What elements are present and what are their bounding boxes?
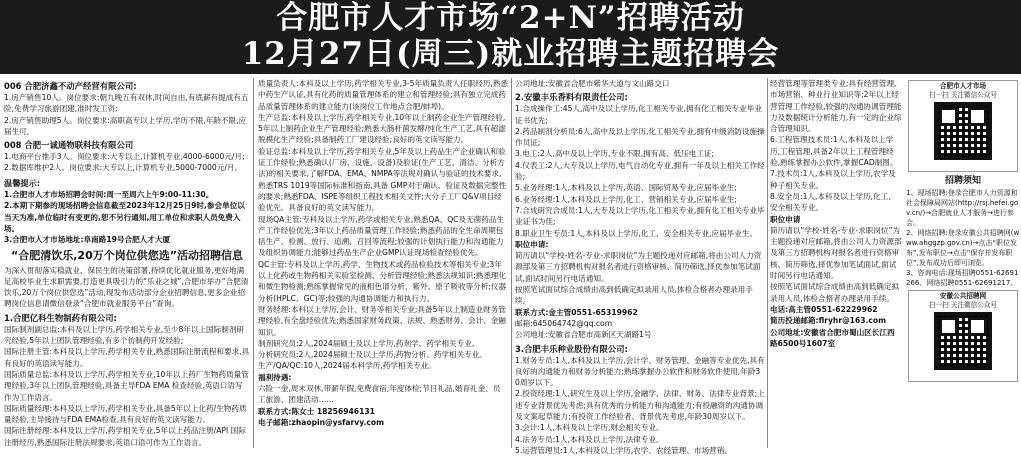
text-line: 邮箱:645064742@qq.com — [515, 318, 613, 328]
text-line: 国际注册经理:本科及以上学历,药学相关专业,5年以上药品注册/API 国际注册经历,熟悉国际注册法规要求,英语口语可作为工作语言。 — [4, 426, 246, 447]
text-line: 2.房产销售助理5人。岗位要求:高职高专以上学历,学历不限,年龄不限,应届生可。 — [4, 115, 247, 136]
text-line: 电话:高主管0551-62229962 — [770, 304, 878, 314]
section-title: “合肥清饮乐,20万个岗位供您选”活动招聘信息 — [11, 248, 243, 262]
text-line: 1.财务专员:1人,本科及以上学历,会计学、财务管理、金融等专业优先,具有良好的沟通能力和财务分析能力;熟练掌握办公软件和财务软件使用,年龄30周岁以下。 — [515, 355, 765, 388]
text-line: 国际制剂副总监:本科及以上学历,药学相关专业,至少8年以上国际制剂研究经验,5年以上团队管理经验,有多个仿制药开发经验; — [4, 324, 245, 346]
text-line: 1.房产销售10人。岗位要求:朝九晚五有双休,时间自由,有底薪有提成有五险,免费学习旅游团建,准时发工资; — [4, 93, 249, 114]
text-line: 2.本期下期参的现场招聘会信息截至2023年12月25日9时,参会单位以当天为准,单位临时有变更的,恕不另行通知,用工单位和求职人员免费入场。 — [4, 201, 245, 233]
qr-code-icon — [934, 102, 992, 160]
qr-caption: 扫一扫 关注微信公众号 — [928, 91, 998, 99]
text-line: 国际质量总监:本科及以上学历,药学相关专业,10年以上药厂生物药质量管理经验,3年以上团队管理经验,具备主导FDA EMA 检查经验,英语口语写作为工作语言。 — [4, 369, 249, 402]
recruit-guide-title: 招聘须知 — [944, 176, 981, 186]
text-line: 3.电工:2人,高中及以上学历,专业不限,拥有高、低压电工证; — [515, 149, 715, 159]
text-line: 按照笔试面试综合成绩由高到低确定拟录用人员,体检合格者办理录用手续。 — [770, 282, 900, 303]
qr-code-icon — [934, 312, 992, 370]
guide-item: 1、现场招聘:登录合肥市人力资源和社会保障局网站(http://rsj.hefei.gov.cn/)→合肥就业人才服务→进行参会。 — [906, 189, 1019, 228]
text-line: 公司地址:安徽省合肥市蜀山区长江西路6500号1607室 — [770, 327, 895, 348]
text-line: 国际质量经理:本科及以上学历,药学相关专业,具备5年以上化药/生物药质量经验,主导接待与FDA EMA检查,具有良好的英文读写能力。 — [4, 403, 247, 425]
text-line: 质量负责人:本科及以上学历,药学相关专业,3-5年质量负责人任职经历,熟悉中药生产认证,具有化药的质量管理体系的建立和管理经验;具有独立完成药品质量管理体系的建立能力(该岗位工作地点合肥/蚌埠)。 — [258, 79, 509, 111]
banner-title-line1: 合肥市人才市场“2+N”招聘活动 — [276, 0, 745, 36]
text-line: 福利待遇: — [258, 372, 292, 382]
column-1 — [4, 78, 250, 448]
text-line: QC主管:专科及以上学历,药学、生物技术或药品检验技术等相关专业;3年以上化药或生物药相关实验室检测、分析管理经验;熟悉法规知识;熟悉理化和微生物检测;熟练掌握常见的液相色谱分析、紫外、原子吸收等分析;仪器分析(HPLC、GC)等;较强的沟通协调能力和执行力。 — [258, 259, 507, 303]
text-line: 国际注册主管:本科及以上学历,药学相关专业,熟悉国际注册流程和要求,具有良好的英语读写能力。 — [4, 347, 250, 368]
sidebar — [906, 78, 1020, 448]
text-line: 六险一金,周末双休,带薪年假,免费食宿,年度体检;节日礼品,婚育礼金、员工旅游、团建活动…… — [258, 384, 501, 405]
text-line: 生产总监:本科及以上学历,药学相关专业,10年以上制药企业生产管理经验,5年以上制药企业生产管理经验;熟悉大肠杆菌发酵/纯化生产工艺,具有超滤脱模化生产经验;具备制药工厂建设经验;良好的英文读写能力。 — [258, 112, 506, 145]
text-line: 职位申请: — [515, 239, 549, 249]
title-banner — [0, 0, 1021, 74]
banner-title-line2: 12月27日(周三)就业招聘主题招聘会 — [241, 36, 780, 72]
text-line: 2.投资经理:1人,研究生及以上学历,金融学、法律、财务、法律专业背景;上述专业背景优先考虑;具有优秀的分析能力和沟通能力;有投融资的沟通协调及文案起草能力;有投资工作经验者、背景优先考虑,年龄30周岁以下。 — [515, 389, 765, 422]
company-heading: 3.合肥丰乐种业股份有限公司: — [515, 343, 628, 354]
column-divider — [511, 78, 512, 448]
text-line: 电子邮箱:zhaopin@ysfarvy.com — [258, 417, 384, 427]
company-heading: 2.安徽丰乐香料有限责任公司: — [515, 92, 628, 103]
qr-card-hefei — [908, 80, 1018, 172]
text-line: 7.合成研究合成员:1人,大专及以上学历,化工相关专业,拥有化工相关专业毕业证书为佳; — [515, 205, 765, 227]
company-heading: 008 合肥一诚通物联科技有限公司 — [4, 140, 134, 151]
text-line: 7.技术员:1人,本科及以上学历,农学及种子相关专业。 — [770, 169, 896, 190]
column-2 — [258, 78, 508, 448]
text-line: 1.合肥市人才市场招聘会时间:周一至周六上午9:00-11:30。 — [4, 190, 214, 200]
text-line: 6.业务经理:1人,本科及以上学历,化工、营销相关专业,应届毕业生; — [515, 194, 737, 204]
text-line: 按照笔试面试综合成绩由高到低确定拟录用人员,体检合格者办理录用手续。 — [515, 285, 753, 306]
text-line: 为深入贯彻落实稳就业、保民生的决策部署,持续优化就业服务,更好地满足高校毕业生求职需要,打造更具吸引力的“乐业之城”,合肥市举办“合肥清饮乐,20万个岗位供您选”活动,现发布活动部分企业招聘信息,更多企业招聘岗位信息请微信登录“合肥市就业服务平台”查询。 — [4, 265, 249, 309]
guide-item: 3、咨询电话:现场招聘0551-62691266、网络招聘0551-62691217。 — [906, 269, 1019, 288]
column-divider — [253, 78, 254, 448]
column-3 — [515, 78, 765, 455]
qr-caption: 扫一扫 关注微信公众号 — [928, 301, 998, 310]
company-heading: 1.合肥亿科生物制药有限公司: — [4, 312, 117, 323]
text-line: 简历请以“学校-姓名-专业-求职岗位”为主题投递对应邮箱,将由公司人力资源部及第三方招聘机构对报名者进行资格审核、简历筛选,择优参加笔试面试,面试时间另行电话通知。 — [770, 225, 902, 281]
text-line: 联系方式:陈女士 18256946131 — [258, 406, 375, 416]
text-line: 生产/QA/QC:10人,2024届本科学历,药学相关专业。 — [258, 361, 436, 371]
company-heading: 006 合肥济鑫不动产经营有限公司: — [4, 81, 137, 91]
text-line: 5.运营管理员:1人,本科及以上学历,农学、农经管理、市场营销、 — [515, 445, 732, 455]
text-line: 1.合成操作工:45人,高中及以上学历,化工相关专业,拥有化工相关专业毕业证书优先; — [515, 104, 762, 125]
text-line: 8.安全员:1人,本科及以上学历,化工、安全相关专业。 — [770, 191, 896, 213]
text-line: 公司地址:安徽省合肥市高新区天湖路1号 — [515, 330, 652, 340]
text-line: 公司地址:安徽省合肥市紫华大道与文山路交口 — [515, 79, 670, 88]
text-line: 8.职业卫生专员:1人,本科及以上学历,化工、安全相关专业,应届毕业生。 — [515, 228, 758, 238]
text-line: 经营管理等管理类专业;具有经营管理、市场营销、种业行业知识等;2年以上经营管理工作经验,较强的沟通协调管理能力及数据统计分析能力,有一定的企业综合管理知识。 — [770, 79, 902, 134]
text-line: 2.药品制剂分析员:6人,高中及以上学历,化工相关专业,拥有中级消防设施操作员证; — [515, 126, 765, 148]
guide-item: 2、网络招聘:登录安徽公共招聘网(www.ahggzp.gov.cn)→点击“职位发布”,发布职位→点击“保存并发布职位”,发布成功后即可浏览。 — [906, 229, 1020, 268]
text-line: 联系方式:金主管0551-65319962 — [515, 307, 638, 317]
text-line: 制剂研究员:2人,2024届硕士及以上学历,药剂学、药学相关专业。 — [258, 338, 480, 348]
text-line: 验证总监:本科及以上学历,药学相关专业,5年及以上药品生产企业确认和验证工作经验;熟悉确认(厂房、设施、设备)及验证(生产工艺、清洁、分析方法)的相关要求,了解FDA、EMA、NMPA等法规对确认与验证的技术要求,熟悉TRS 1019等国际标准和指南,具备 GMP对于确认、验证及数据完整性的要求;熟悉FDA、ISPE等组织工程技术相关文件;大分子工厂Q&V项目经验优先。具备良好的英文读写能力。 — [258, 146, 507, 213]
text-line: 2.数据库维护2人。岗位要求:大专以上,计算机专业,5000-7000元/月。 — [4, 163, 243, 173]
qr-card-anhui — [908, 290, 1018, 382]
text-line: 5.业务经理:1人,本科及以上学历,英语、国际贸易专业,应届毕业生; — [515, 183, 737, 193]
text-line: 3.合肥市人才市场地址:阜南路19号合肥人才大厦 — [4, 235, 171, 245]
column-4 — [770, 78, 902, 448]
text-line: 简历请以“学校-姓名-专业-求职岗位”为主题投递对应邮箱,将由公司人力资源部及第三方招聘机构对报名者进行资格审核、简历筛选,择优参加笔试面试,面试时间另行电话通知。 — [515, 251, 762, 283]
text-line: 4.仪表工:2人,大专及以上学历,电气自动化专业,拥有一年及以上相关工作经验; — [515, 160, 765, 182]
recruit-guide — [906, 188, 1020, 288]
text-line: 简历投递邮箱:flryhr@163.com — [770, 316, 887, 326]
text-line: 4.法务专员:1人,本科及以上学历,法律专业。 — [515, 434, 664, 444]
qr-title: 合肥市人才市场 — [939, 82, 987, 90]
text-line: 1.电商平台推手3人。岗位要求:大专以上,计算机专业,4000-6000元/月; — [4, 152, 245, 162]
text-line: 职位申请 — [770, 214, 801, 224]
text-line: 温馨提示: — [4, 177, 41, 188]
text-line: 现场QA主管:专科及以上学历,药学或相关专业,熟悉QA、QC及无菌药品生产工作经验优先;3年以上药品质量管理工作经验;熟悉药品的全生命周期包括生产、检测、放行、追溯、召回等流程;较强的计划执行能力和沟通能力及组织协调能力;能够过药品生产企业GMP认证现场检查经验优先。 — [258, 214, 505, 258]
text-line: 分析研究员:2人,2024届硕士及以上学历,药物分析、药学相关专业。 — [258, 350, 487, 360]
text-line: 6.工程管理技术员:1人,本科及以上学历,工程管理,具备2年以上工程管理经验,熟练掌握办公软件,掌握CAD制图。 — [770, 135, 898, 168]
column-divider — [767, 78, 768, 448]
qr-title: 安徽公共招聘网 — [939, 292, 987, 301]
text-line: 财务经理:本科以上学历,会计、财务等相关专业;具备5年以上制造业财务管理经验,有全盘经验优先;熟悉国家财务政策、法规、熟悉财务、会计、金融知识。 — [258, 304, 506, 337]
text-line: 3.会计:1人,本科及以上学历,财会相关专业。 — [515, 423, 664, 433]
